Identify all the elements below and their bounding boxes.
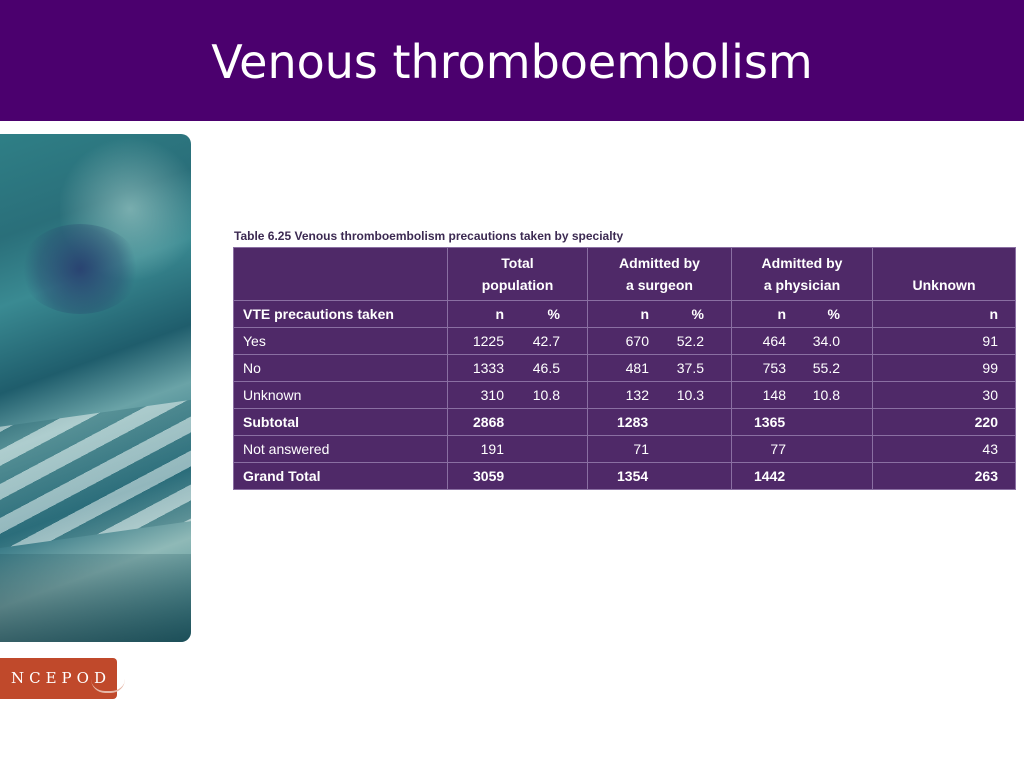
table-row [234, 436, 1016, 463]
logo-text: NCEPOD [11, 669, 111, 687]
total-cell: 310 10.8 [448, 382, 588, 409]
logo-swoosh-icon [91, 679, 125, 693]
slide-title: Venous thromboembolism [211, 35, 813, 89]
header-admitted-physician: Admitted by a physician [732, 248, 873, 301]
table-row [234, 355, 1016, 382]
table-row [234, 382, 1016, 409]
table-row-subtotal [234, 409, 1016, 436]
total-cell: 191 [448, 436, 588, 463]
physician-cell: 1442 [732, 463, 873, 490]
surgeon-cell: 132 10.3 [588, 382, 732, 409]
title-bar [0, 0, 1024, 121]
physician-cell: 464 34.0 [732, 328, 873, 355]
physician-cell: 1365 [732, 409, 873, 436]
subheader-label: VTE precautions taken [234, 301, 448, 328]
photo-stretcher [0, 399, 191, 550]
header-admitted-surgeon: Admitted by a surgeon [588, 248, 732, 301]
header-empty-cell [234, 248, 448, 301]
surgeon-cell: 670 52.2 [588, 328, 732, 355]
surgeon-cell: 71 [588, 436, 732, 463]
unknown-cell: 263 [873, 463, 1016, 490]
physician-cell: 753 55.2 [732, 355, 873, 382]
table-subheader-row [234, 301, 1016, 328]
physician-cell: 148 10.8 [732, 382, 873, 409]
row-label: Subtotal [234, 409, 448, 436]
table-row [234, 328, 1016, 355]
surgeon-cell: 1354 [588, 463, 732, 490]
total-cell: 2868 [448, 409, 588, 436]
table-header-row [234, 248, 1016, 301]
header-total-population: Total population [448, 248, 588, 301]
subheader-total: n % [448, 301, 588, 328]
unknown-cell: 220 [873, 409, 1016, 436]
subheader-unknown: n [873, 301, 1016, 328]
photo-floor [0, 554, 191, 642]
unknown-cell: 30 [873, 382, 1016, 409]
surgeon-cell: 481 37.5 [588, 355, 732, 382]
ncepod-logo [0, 658, 117, 699]
row-label: Grand Total [234, 463, 448, 490]
row-label: Unknown [234, 382, 448, 409]
hospital-photo [0, 134, 191, 642]
table-row-grand-total [234, 463, 1016, 490]
unknown-cell: 99 [873, 355, 1016, 382]
row-label: Yes [234, 328, 448, 355]
row-label: Not answered [234, 436, 448, 463]
row-label: No [234, 355, 448, 382]
subheader-surgeon: n % [588, 301, 732, 328]
subheader-physician: n % [732, 301, 873, 328]
photo-figure [20, 224, 140, 314]
vte-precautions-table [233, 247, 1016, 490]
surgeon-cell: 1283 [588, 409, 732, 436]
table-caption: Table 6.25 Venous thromboembolism precautions taken by specialty [234, 229, 624, 243]
total-cell: 1225 42.7 [448, 328, 588, 355]
unknown-cell: 43 [873, 436, 1016, 463]
total-cell: 3059 [448, 463, 588, 490]
unknown-cell: 91 [873, 328, 1016, 355]
physician-cell: 77 [732, 436, 873, 463]
total-cell: 1333 46.5 [448, 355, 588, 382]
header-unknown: Unknown [873, 248, 1016, 301]
